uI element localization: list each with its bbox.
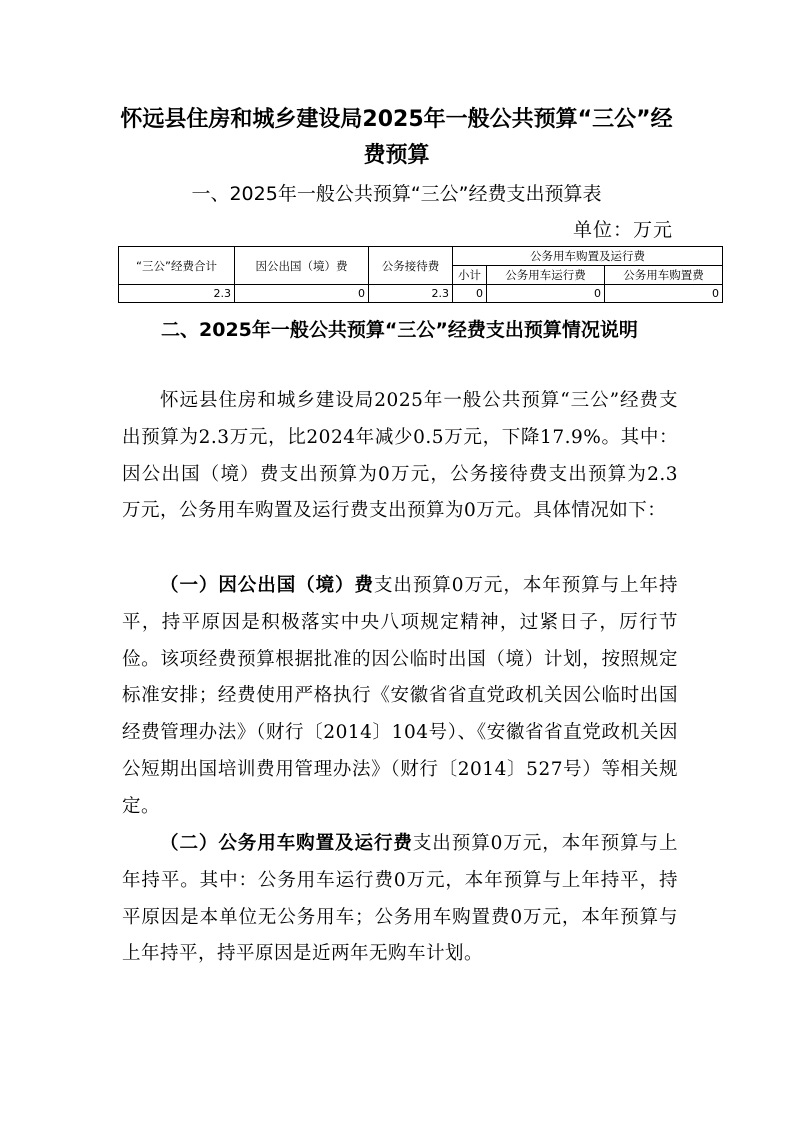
header-vehicle-group: 公务用车购置及运行费 [453,247,723,266]
paragraph-vehicle-body: 支出预算0万元，本年预算与上年持平。其中：公务用车运行费0万元，本年预算与上年持平，持平原因是本单位无公务用车；公务用车购置费0万元，本年预算与上年持平，持平原因是近两年无购车计划。 [122,833,678,965]
header-subtotal: 小计 [453,266,487,285]
header-abroad: 因公出国（境）费 [235,247,369,285]
unit-label: 单位：万元 [572,219,673,241]
budget-table [118,246,723,303]
cell-vehicle-operation: 0 [487,285,605,303]
header-reception: 公务接待费 [369,247,453,285]
cell-subtotal: 0 [453,285,487,303]
paragraph-abroad-lead: （一）因公出国（境）费 [160,575,374,596]
header-vehicle-purchase: 公务用车购置费 [605,266,723,285]
paragraph-vehicle [122,826,678,973]
paragraph-summary: 怀远县住房和城乡建设局2025年一般公共预算“三公”经费支出预算为2.3万元，比2024年减少0.5万元，下降17.9%。其中：因公出国（境）费支出预算为0万元，公务接待费支出预算为2.3万元，公务用车购置及运行费支出预算为0万元。具体情况如下： [122,390,678,522]
title-line-2: 费预算 [363,143,430,168]
document-title [100,102,693,174]
paragraph-vehicle-lead: （二）公务用车购置及运行费 [160,833,413,854]
paragraph-abroad-body: 支出预算0万元，本年预算与上年持平，持平原因是积极落实中央八项规定精神，过紧日子，厉行节俭。该项经费预算根据批准的因公临时出国（境）计划，按照规定标准安排；经费使用严格执行《安徽省省直党政机关因公临时出国经费管理办法》（财行〔2014〕104号）、《安徽省省直党政机关因公短期出国培训费用管理办法》（财行〔2014〕527号）等相关规定。 [122,575,678,817]
title-line-1: 怀远县住房和城乡建设局2025年一般公共预算“三公”经 [120,107,673,132]
header-vehicle-operation: 公务用车运行费 [487,266,605,285]
table-header-row [119,247,723,266]
section2-heading: 二、2025年一般公共预算“三公”经费支出预算情况说明 [161,319,638,341]
cell-reception: 2.3 [369,285,453,303]
cell-abroad: 0 [235,285,369,303]
cell-vehicle-purchase: 0 [605,285,723,303]
section1-heading: 一、2025年一般公共预算“三公”经费支出预算表 [191,183,602,205]
paragraph-abroad [122,568,678,826]
header-total: “三公”经费合计 [119,247,235,285]
cell-total: 2.3 [119,285,235,303]
table-row [119,285,723,303]
